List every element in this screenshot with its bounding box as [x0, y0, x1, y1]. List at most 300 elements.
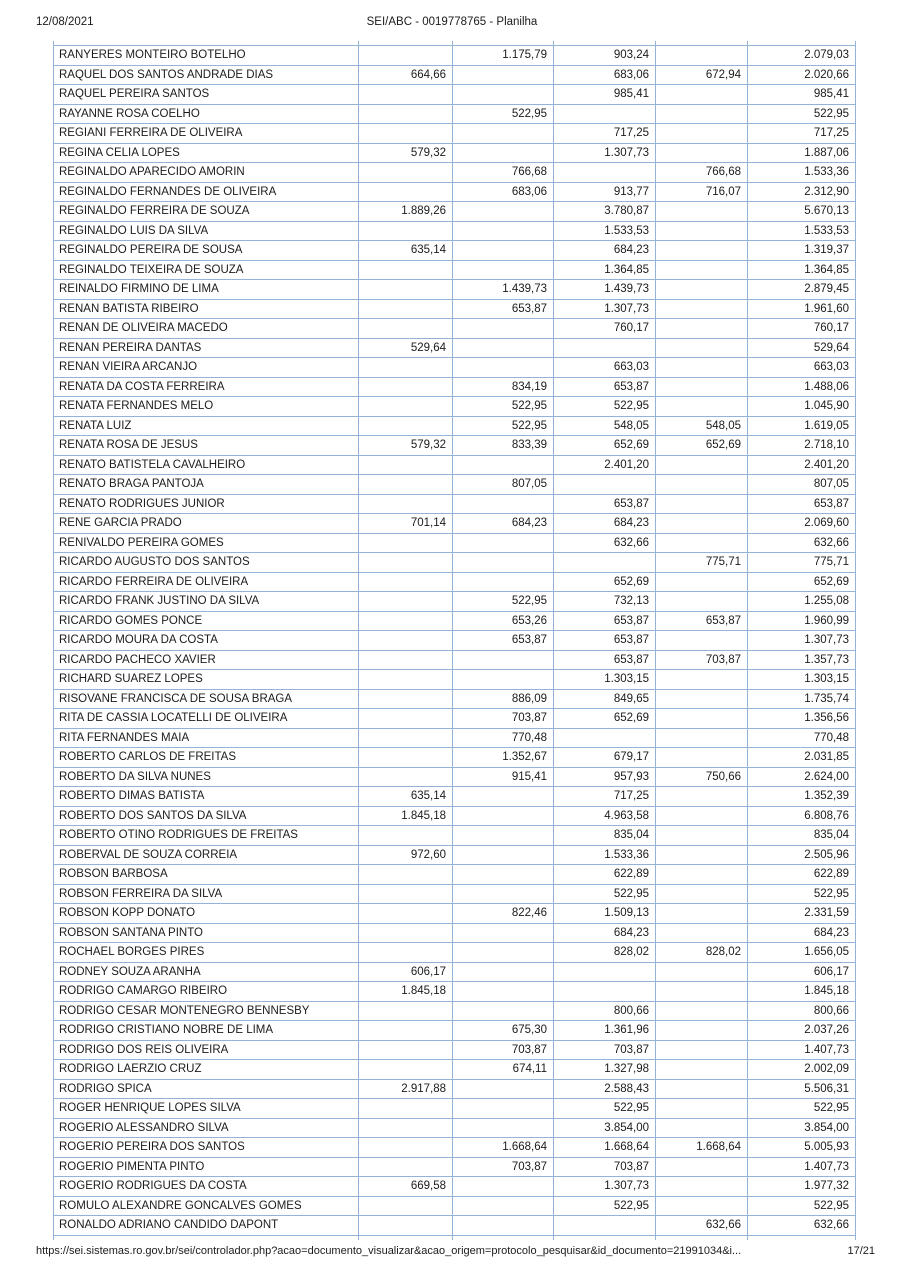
table-row	[54, 865, 856, 885]
value-cell: 1.407,73	[748, 1040, 856, 1060]
value-cell: 2.879,45	[748, 280, 856, 300]
table-row	[54, 728, 856, 748]
value-cell	[554, 1216, 656, 1236]
value-cell	[656, 787, 748, 807]
value-cell: 522,95	[453, 416, 554, 436]
name-cell: RAQUEL DOS SANTOS ANDRADE DIAS	[54, 65, 359, 85]
value-cell	[359, 1040, 453, 1060]
name-cell: RICARDO MOURA DA COSTA	[54, 631, 359, 651]
value-cell	[453, 455, 554, 475]
value-cell: 529,64	[359, 338, 453, 358]
name-cell: ROBSON KOPP DONATO	[54, 904, 359, 924]
table-row	[54, 592, 856, 612]
table-border-stub	[53, 1236, 54, 1240]
value-cell	[656, 923, 748, 943]
value-cell: 800,66	[748, 1001, 856, 1021]
value-cell	[656, 904, 748, 924]
value-cell	[359, 709, 453, 729]
table-row	[54, 826, 856, 846]
value-cell: 703,87	[453, 709, 554, 729]
value-cell: 683,06	[453, 182, 554, 202]
value-cell: 1.488,06	[748, 377, 856, 397]
value-cell: 1.735,74	[748, 689, 856, 709]
value-cell	[359, 728, 453, 748]
value-cell: 1.352,67	[453, 748, 554, 768]
value-cell	[359, 397, 453, 417]
table-border-stub	[553, 1236, 554, 1240]
value-cell: 770,48	[453, 728, 554, 748]
value-cell: 653,87	[656, 611, 748, 631]
value-cell	[359, 455, 453, 475]
name-cell: RITA FERNANDES MAIA	[54, 728, 359, 748]
value-cell	[359, 1157, 453, 1177]
name-cell: RENATA LUIZ	[54, 416, 359, 436]
value-cell	[656, 845, 748, 865]
value-cell: 675,30	[453, 1021, 554, 1041]
value-cell: 775,71	[656, 553, 748, 573]
name-cell: RICHARD SUAREZ LOPES	[54, 670, 359, 690]
value-cell: 632,66	[554, 533, 656, 553]
value-cell: 834,19	[453, 377, 554, 397]
name-cell: RICARDO GOMES PONCE	[54, 611, 359, 631]
value-cell	[656, 1040, 748, 1060]
value-cell: 674,11	[453, 1060, 554, 1080]
value-cell: 849,65	[554, 689, 656, 709]
name-cell: RENAN VIEIRA ARCANJO	[54, 358, 359, 378]
value-cell: 1.439,73	[453, 280, 554, 300]
value-cell: 1.356,56	[748, 709, 856, 729]
value-cell: 522,95	[554, 1196, 656, 1216]
value-cell: 606,17	[748, 962, 856, 982]
value-cell	[359, 1001, 453, 1021]
name-cell: REGINALDO PEREIRA DE SOUSA	[54, 241, 359, 261]
value-cell	[359, 533, 453, 553]
value-cell: 1.533,53	[748, 221, 856, 241]
value-cell	[453, 943, 554, 963]
value-cell	[453, 1216, 554, 1236]
value-cell: 760,17	[748, 319, 856, 339]
name-cell: RODRIGO DOS REIS OLIVEIRA	[54, 1040, 359, 1060]
value-cell	[656, 104, 748, 124]
value-cell: 903,24	[554, 46, 656, 66]
value-cell	[453, 221, 554, 241]
name-cell: ROBERTO DOS SANTOS DA SILVA	[54, 806, 359, 826]
value-cell	[453, 826, 554, 846]
value-cell	[359, 280, 453, 300]
table-row	[54, 104, 856, 124]
value-cell	[359, 182, 453, 202]
value-cell	[453, 670, 554, 690]
value-cell: 1.889,26	[359, 202, 453, 222]
name-cell: REGINALDO FERREIRA DE SOUZA	[54, 202, 359, 222]
table-row	[54, 65, 856, 85]
value-cell: 717,25	[554, 787, 656, 807]
value-cell	[359, 104, 453, 124]
value-cell: 1.303,15	[554, 670, 656, 690]
value-cell	[656, 280, 748, 300]
name-cell: RODNEY SOUZA ARANHA	[54, 962, 359, 982]
name-cell: RODRIGO LAERZIO CRUZ	[54, 1060, 359, 1080]
value-cell: 1.619,05	[748, 416, 856, 436]
table-row	[54, 1118, 856, 1138]
value-cell: 1.045,90	[748, 397, 856, 417]
value-cell	[359, 689, 453, 709]
value-cell	[554, 553, 656, 573]
value-cell	[453, 553, 554, 573]
value-cell	[359, 1196, 453, 1216]
value-cell: 683,06	[554, 65, 656, 85]
value-cell: 522,95	[453, 592, 554, 612]
name-cell: REGINA CELIA LOPES	[54, 143, 359, 163]
value-cell	[554, 962, 656, 982]
value-cell	[453, 319, 554, 339]
value-cell	[656, 319, 748, 339]
value-cell: 2.002,09	[748, 1060, 856, 1080]
value-cell	[656, 884, 748, 904]
value-cell: 717,25	[554, 124, 656, 144]
value-cell	[554, 475, 656, 495]
value-cell: 663,03	[748, 358, 856, 378]
value-cell: 653,87	[554, 631, 656, 651]
value-cell: 703,87	[554, 1157, 656, 1177]
value-cell	[453, 1118, 554, 1138]
table-border-stub	[358, 41, 359, 45]
value-cell: 2.069,60	[748, 514, 856, 534]
table-row	[54, 1177, 856, 1197]
value-cell: 800,66	[554, 1001, 656, 1021]
value-cell: 522,95	[554, 1099, 656, 1119]
table-row	[54, 260, 856, 280]
table-row	[54, 280, 856, 300]
value-cell: 886,09	[453, 689, 554, 709]
table-row	[54, 436, 856, 456]
table-row	[54, 806, 856, 826]
value-cell	[453, 85, 554, 105]
value-cell: 1.307,73	[748, 631, 856, 651]
value-cell	[359, 1060, 453, 1080]
value-cell: 522,95	[554, 884, 656, 904]
value-cell: 1.357,73	[748, 650, 856, 670]
value-cell: 522,95	[453, 104, 554, 124]
value-cell	[453, 1001, 554, 1021]
value-cell: 684,23	[453, 514, 554, 534]
value-cell: 684,23	[748, 923, 856, 943]
value-cell: 833,39	[453, 436, 554, 456]
value-cell	[656, 1060, 748, 1080]
value-cell: 1.307,73	[554, 143, 656, 163]
table-row	[54, 1138, 856, 1158]
name-cell: ROGERIO RODRIGUES DA COSTA	[54, 1177, 359, 1197]
value-cell	[359, 1216, 453, 1236]
value-cell	[656, 494, 748, 514]
value-cell: 2.037,26	[748, 1021, 856, 1041]
value-cell	[359, 631, 453, 651]
name-cell: RAQUEL PEREIRA SANTOS	[54, 85, 359, 105]
value-cell	[554, 163, 656, 183]
value-cell: 632,66	[748, 533, 856, 553]
table-row	[54, 982, 856, 1002]
table-row	[54, 1079, 856, 1099]
value-cell	[656, 709, 748, 729]
value-cell: 2.917,88	[359, 1079, 453, 1099]
value-cell	[359, 163, 453, 183]
name-cell: RENATO BATISTELA CAVALHEIRO	[54, 455, 359, 475]
value-cell: 1.533,36	[554, 845, 656, 865]
table-row	[54, 943, 856, 963]
value-cell	[656, 631, 748, 651]
table-row	[54, 689, 856, 709]
value-cell	[359, 923, 453, 943]
value-cell: 653,26	[453, 611, 554, 631]
value-cell: 2.588,43	[554, 1079, 656, 1099]
name-cell: ROMULO ALEXANDRE GONCALVES GOMES	[54, 1196, 359, 1216]
value-cell	[453, 241, 554, 261]
table-row	[54, 358, 856, 378]
table-row	[54, 241, 856, 261]
table-row	[54, 884, 856, 904]
value-cell: 652,69	[554, 436, 656, 456]
name-cell: REGINALDO FERNANDES DE OLIVEIRA	[54, 182, 359, 202]
table-row	[54, 787, 856, 807]
value-cell	[656, 1157, 748, 1177]
value-cell: 632,66	[656, 1216, 748, 1236]
value-cell: 1.307,73	[554, 299, 656, 319]
value-cell	[359, 46, 453, 66]
value-cell	[453, 1196, 554, 1216]
value-cell	[359, 650, 453, 670]
table-row	[54, 1157, 856, 1177]
value-cell	[453, 982, 554, 1002]
value-cell: 835,04	[748, 826, 856, 846]
value-cell	[359, 416, 453, 436]
value-cell: 5.005,93	[748, 1138, 856, 1158]
value-cell	[656, 982, 748, 1002]
value-cell: 635,14	[359, 241, 453, 261]
value-cell	[656, 1099, 748, 1119]
value-cell	[554, 104, 656, 124]
value-cell	[656, 1196, 748, 1216]
value-cell	[656, 377, 748, 397]
value-cell	[554, 982, 656, 1002]
name-cell: ROBERVAL DE SOUZA CORREIA	[54, 845, 359, 865]
table-row	[54, 650, 856, 670]
table-row	[54, 514, 856, 534]
value-cell	[359, 670, 453, 690]
value-cell	[359, 85, 453, 105]
value-cell: 766,68	[656, 163, 748, 183]
value-cell: 985,41	[748, 85, 856, 105]
name-cell: REGINALDO APARECIDO AMORIN	[54, 163, 359, 183]
name-cell: RITA DE CASSIA LOCATELLI DE OLIVEIRA	[54, 709, 359, 729]
table-row	[54, 709, 856, 729]
value-cell	[359, 124, 453, 144]
value-cell: 775,71	[748, 553, 856, 573]
name-cell: RONALDO ADRIANO CANDIDO DAPONT	[54, 1216, 359, 1236]
value-cell: 835,04	[554, 826, 656, 846]
table-row	[54, 163, 856, 183]
value-cell: 1.319,37	[748, 241, 856, 261]
table-border-stub	[53, 41, 54, 45]
value-cell: 653,87	[554, 377, 656, 397]
value-cell: 622,89	[554, 865, 656, 885]
name-cell: ROBERTO CARLOS DE FREITAS	[54, 748, 359, 768]
value-cell	[656, 748, 748, 768]
value-cell: 663,03	[554, 358, 656, 378]
value-cell: 684,23	[554, 923, 656, 943]
value-cell: 750,66	[656, 767, 748, 787]
value-cell: 653,87	[748, 494, 856, 514]
name-cell: RAYANNE ROSA COELHO	[54, 104, 359, 124]
name-cell: RODRIGO CESAR MONTENEGRO BENNESBY	[54, 1001, 359, 1021]
value-cell: 622,89	[748, 865, 856, 885]
table-border-stub	[747, 1236, 748, 1240]
value-cell	[359, 553, 453, 573]
value-cell	[453, 962, 554, 982]
value-cell: 2.312,90	[748, 182, 856, 202]
value-cell	[453, 1177, 554, 1197]
table-row	[54, 962, 856, 982]
value-cell: 3.780,87	[554, 202, 656, 222]
name-cell: RENATO RODRIGUES JUNIOR	[54, 494, 359, 514]
value-cell	[359, 1138, 453, 1158]
value-cell	[453, 884, 554, 904]
value-cell	[453, 65, 554, 85]
value-cell: 1.845,18	[748, 982, 856, 1002]
value-cell: 522,95	[453, 397, 554, 417]
value-cell: 3.854,00	[554, 1118, 656, 1138]
value-cell: 1.656,05	[748, 943, 856, 963]
value-cell	[656, 1001, 748, 1021]
value-cell	[453, 338, 554, 358]
value-cell: 529,64	[748, 338, 856, 358]
value-cell: 703,87	[554, 1040, 656, 1060]
value-cell: 766,68	[453, 163, 554, 183]
name-cell: RENAN PEREIRA DANTAS	[54, 338, 359, 358]
value-cell: 2.031,85	[748, 748, 856, 768]
value-cell: 716,07	[656, 182, 748, 202]
name-cell: RICARDO FERREIRA DE OLIVEIRA	[54, 572, 359, 592]
value-cell: 5.506,31	[748, 1079, 856, 1099]
value-cell	[359, 358, 453, 378]
value-cell	[656, 260, 748, 280]
table-row	[54, 46, 856, 66]
table-row	[54, 221, 856, 241]
name-cell: RENAN DE OLIVEIRA MACEDO	[54, 319, 359, 339]
value-cell	[656, 1079, 748, 1099]
value-cell: 1.668,64	[554, 1138, 656, 1158]
value-cell	[656, 202, 748, 222]
value-cell: 1.887,06	[748, 143, 856, 163]
value-cell	[453, 650, 554, 670]
document-title: SEI/ABC - 0019778765 - Planilha	[366, 16, 538, 28]
value-cell	[656, 475, 748, 495]
table-border-stub	[553, 41, 554, 45]
table-row	[54, 748, 856, 768]
table-row	[54, 767, 856, 787]
table-border-stub	[452, 41, 453, 45]
value-cell	[554, 338, 656, 358]
value-cell	[453, 533, 554, 553]
value-cell: 652,69	[656, 436, 748, 456]
value-cell: 664,66	[359, 65, 453, 85]
value-cell	[359, 826, 453, 846]
value-cell: 807,05	[453, 475, 554, 495]
table-row	[54, 494, 856, 514]
value-cell: 717,25	[748, 124, 856, 144]
name-cell: REINALDO FIRMINO DE LIMA	[54, 280, 359, 300]
value-cell	[656, 962, 748, 982]
value-cell	[359, 611, 453, 631]
value-cell	[656, 124, 748, 144]
table-row	[54, 845, 856, 865]
value-cell: 653,87	[453, 299, 554, 319]
value-cell	[656, 1021, 748, 1041]
name-cell: RODRIGO CRISTIANO NOBRE DE LIMA	[54, 1021, 359, 1041]
value-cell	[359, 260, 453, 280]
name-cell: RENAN BATISTA RIBEIRO	[54, 299, 359, 319]
table-row	[54, 1040, 856, 1060]
table-row	[54, 1060, 856, 1080]
table-row	[54, 182, 856, 202]
name-cell: ROGERIO PIMENTA PINTO	[54, 1157, 359, 1177]
value-cell: 632,66	[748, 1216, 856, 1236]
value-cell: 828,02	[554, 943, 656, 963]
value-cell	[656, 221, 748, 241]
table-row	[54, 1216, 856, 1236]
value-cell	[359, 377, 453, 397]
table-border-stub	[855, 41, 856, 45]
value-cell: 1.303,15	[748, 670, 856, 690]
table-row	[54, 1001, 856, 1021]
value-cell: 522,95	[748, 1099, 856, 1119]
table-body	[54, 46, 856, 1236]
table-row	[54, 572, 856, 592]
name-cell: ROBSON SANTANA PINTO	[54, 923, 359, 943]
document-header	[0, 16, 904, 32]
table-border-stub	[655, 1236, 656, 1240]
value-cell: 1.439,73	[554, 280, 656, 300]
name-cell: RODRIGO SPICA	[54, 1079, 359, 1099]
value-cell	[656, 1118, 748, 1138]
value-cell: 703,87	[656, 650, 748, 670]
document-footer	[36, 1245, 875, 1257]
value-cell	[656, 689, 748, 709]
value-cell: 522,95	[748, 1196, 856, 1216]
value-cell	[359, 943, 453, 963]
value-cell	[656, 728, 748, 748]
value-cell: 770,48	[748, 728, 856, 748]
name-cell: RENE GARCIA PRADO	[54, 514, 359, 534]
value-cell	[359, 221, 453, 241]
table-border-stub	[747, 41, 748, 45]
value-cell: 579,32	[359, 436, 453, 456]
value-cell: 606,17	[359, 962, 453, 982]
table-row	[54, 553, 856, 573]
value-cell: 1.668,64	[453, 1138, 554, 1158]
value-cell: 652,69	[554, 709, 656, 729]
value-cell: 1.977,32	[748, 1177, 856, 1197]
value-cell	[359, 475, 453, 495]
name-cell: ROGER HENRIQUE LOPES SILVA	[54, 1099, 359, 1119]
value-cell	[359, 748, 453, 768]
spreadsheet-table	[53, 45, 856, 1236]
name-cell: RISOVANE FRANCISCA DE SOUSA BRAGA	[54, 689, 359, 709]
value-cell: 1.175,79	[453, 46, 554, 66]
value-cell: 3.854,00	[748, 1118, 856, 1138]
value-cell	[453, 358, 554, 378]
value-cell: 985,41	[554, 85, 656, 105]
value-cell: 635,14	[359, 787, 453, 807]
